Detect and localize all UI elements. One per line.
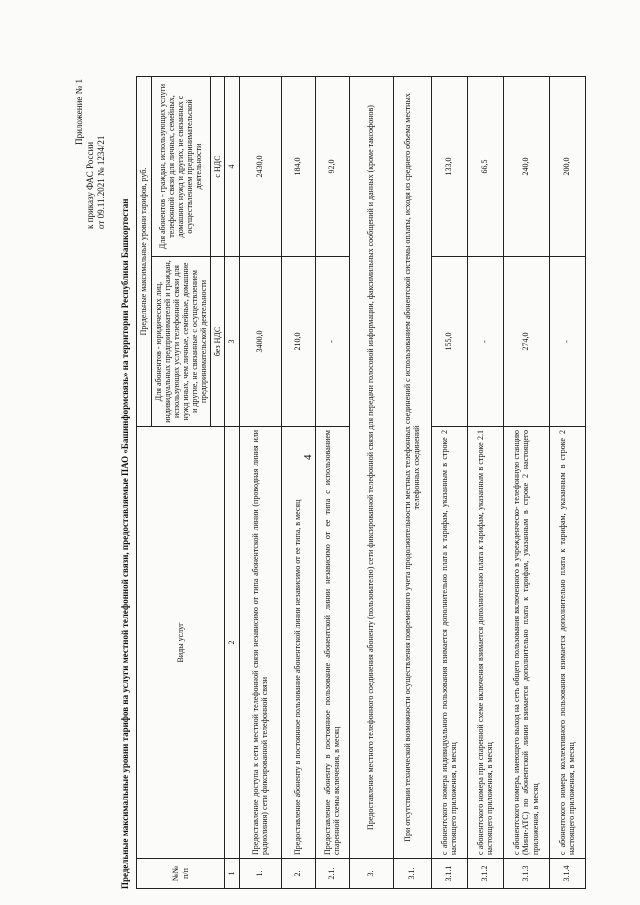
row-text: с абонентского номера, имеющего выход на сеть общего пользования включенного в учрежденческо- телефонную станцию (Мини-АТС) по абонентской линии взимается дополнительно плата к тарифам, указанным в строке 2 настоящего приложения, в месяц (503, 427, 549, 859)
rotated-sheet (76, 73, 596, 893)
header-n1: 1 (225, 859, 240, 889)
header-col-citizens: Для абонентов - граждан, использующих услуги телефонной связи для личных, семейных, домашних нужд и других, не связанных с осуществлением предпринимательской деятельности (151, 77, 210, 257)
row-text: При отсутствии технической возможности осуществления повременного учета продолжительности местных телефонных соединений с использованием абонентской системы оплаты, исходя из среднего объема местных телефонных соединений (393, 77, 431, 859)
document-title: Предельные максимальные уровни тарифов на услуги местной телефонной связи, предоставляемые ПАО «Башинформсвязь» на территории Республики Башкортостан (120, 198, 130, 889)
row-num: 2.1. (315, 859, 349, 889)
row-value-with-vat: 240,0 (503, 77, 549, 257)
row-value-no-vat: - (467, 257, 503, 427)
row-text: с абонентского номера индивидуального пользования взимается дополнительно плата к тарифам, указанным в строке 2 настоящего приложения, в месяц (431, 427, 467, 859)
row-num: 3.1.1 (431, 859, 467, 889)
header-no-vat: без НДС (210, 257, 225, 427)
row-value-with-vat: 184,0 (281, 77, 315, 257)
row-num: 3.1. (393, 859, 431, 889)
header-max-levels: Предельные максимальные уровни тарифов, руб. (137, 77, 152, 427)
row-text: Предоставление местного телефонного соединения абоненту (пользователю) сети фиксированной телефонной связи для передачи голосовой информации, факсимильных сообщений и данных (кроме таксофонов) (349, 77, 393, 859)
row-text: Предоставление доступа к сети местной телефонной связи независимо от типа абонентской линии (проводная линия или радиолиния) сети фиксированной телефонной связи (239, 427, 281, 859)
row-text: с абонентского номера при спаренной схеме включения взимается дополнительно плата к тарифам, указанным в строке 2.1 настоящего приложения, в месяц (467, 427, 503, 859)
row-value-no-vat: - (315, 257, 349, 427)
row-value-with-vat: 2430,0 (239, 77, 281, 257)
appendix-line-1: Приложение № 1 (74, 79, 84, 145)
tariff-table (136, 76, 586, 889)
table-row (431, 77, 467, 889)
row-value-no-vat: 274,0 (503, 257, 549, 427)
row-text: Предоставление абоненту в постоянное пользование абонентской линии независимо от ее типа, в месяц (281, 427, 315, 859)
row-value-no-vat: 155,0 (431, 257, 467, 427)
row-text: Предоставление абоненту в постоянное пользование абонентской линии независимо от ее типа с использованием спаренной схемы включения, в месяц (315, 427, 349, 859)
appendix-line-3: от 09.11.2021 № 1234/21 (96, 135, 106, 229)
row-value-with-vat: 66,5 (467, 77, 503, 257)
table-row (393, 77, 431, 889)
table-row (315, 77, 349, 889)
row-num: 3.1.2 (467, 859, 503, 889)
row-text: с абонентского номера коллективного пользования взимается дополнительно плата к тарифам, указанным в строке 2 настоящего приложения, в месяц (549, 427, 585, 859)
row-num: 3. (349, 859, 393, 889)
row-num: 3.1.4 (549, 859, 585, 889)
header-with-vat: с НДС (210, 77, 225, 257)
row-num: 3.1.3 (503, 859, 549, 889)
row-num: 1. (239, 859, 281, 889)
header-n3: 3 (225, 257, 240, 427)
row-value-no-vat: - (549, 257, 585, 427)
page-number: 4 (302, 454, 314, 460)
table-row (467, 77, 503, 889)
header-services: Виды услуг (137, 427, 225, 859)
header-numbers-row (225, 77, 240, 889)
table-row (549, 77, 585, 889)
header-num: №№ п/п (137, 859, 225, 889)
table-row (503, 77, 549, 889)
header-n2: 2 (225, 427, 240, 859)
table-row (281, 77, 315, 889)
header-row-1 (137, 77, 152, 889)
table-row (239, 77, 281, 889)
header-n4: 4 (225, 77, 240, 257)
row-value-with-vat: 200,0 (549, 77, 585, 257)
header-col-legal: Для абонентов - юридических лиц, индивидуальных предпринимателей и граждан, использующих услуги телефонной связи для нужд иных, чем личные, семейные, домашние и другие, не связанные с осуществлением предпринимательской деятельности (151, 257, 210, 427)
row-value-with-vat: 92,0 (315, 77, 349, 257)
row-value-no-vat: 210,0 (281, 257, 315, 427)
row-value-with-vat: 133,0 (431, 77, 467, 257)
appendix-line-2: к приказу ФАС России (85, 141, 95, 229)
row-num: 2. (281, 859, 315, 889)
row-value-no-vat: 3400,0 (239, 257, 281, 427)
appendix-header (74, 79, 107, 229)
table-row (349, 77, 393, 889)
